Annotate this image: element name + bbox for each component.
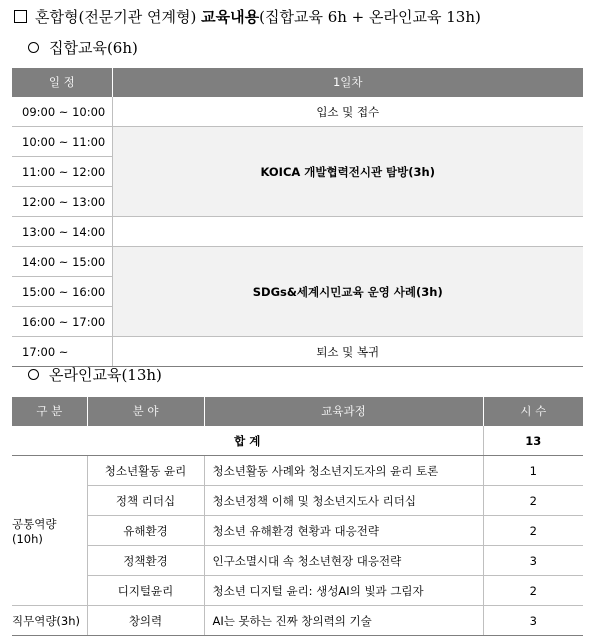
hours-cell: 1	[483, 456, 583, 486]
table-row	[12, 337, 583, 367]
table-row	[12, 576, 583, 606]
time-cell: 14:00 ~ 15:00	[12, 247, 112, 277]
course-cell: 인구소멸시대 속 청소년현장 대응전략	[204, 546, 483, 576]
course-cell: AI는 못하는 진짜 창의력의 기술	[204, 606, 483, 636]
content-cell	[112, 217, 583, 247]
section2-heading	[28, 364, 162, 385]
heading-bold: 교육내용	[201, 8, 260, 26]
table-row	[12, 546, 583, 576]
header-course: 교육과정	[204, 397, 483, 426]
table-row	[12, 606, 583, 636]
hours-cell: 2	[483, 576, 583, 606]
course-cell: 청소년 디지털 윤리: 생성AI의 빛과 그림자	[204, 576, 483, 606]
checkbox-icon	[14, 10, 27, 23]
heading-prefix: 혼합형(전문기관 연계형)	[35, 8, 202, 26]
table-row	[12, 97, 583, 127]
field-cell: 창의력	[87, 606, 204, 636]
header-category: 구 분	[12, 397, 87, 426]
table-row	[12, 127, 583, 157]
schedule-table	[12, 68, 583, 367]
course-cell: 청소년정책 이해 및 청소년지도사 리더십	[204, 486, 483, 516]
time-cell: 17:00 ~	[12, 337, 112, 367]
header-field: 분 야	[87, 397, 204, 426]
total-label: 합 계	[12, 426, 483, 456]
section2-title: 온라인교육(13h)	[49, 366, 162, 384]
table-row	[12, 217, 583, 247]
header-day1: 1일차	[112, 68, 583, 97]
time-cell: 11:00 ~ 12:00	[12, 157, 112, 187]
content-cell: 입소 및 접수	[112, 97, 583, 127]
field-cell: 정책환경	[87, 546, 204, 576]
table-row	[12, 456, 583, 486]
content-cell: SDGs&세계시민교육 운영 사례(3h)	[112, 247, 583, 337]
content-cell: 퇴소 및 복귀	[112, 337, 583, 367]
online-course-table	[12, 397, 583, 636]
group-common: 공통역량(10h)	[12, 456, 87, 606]
section1-heading	[28, 37, 138, 58]
field-cell: 유해환경	[87, 516, 204, 546]
time-cell: 10:00 ~ 11:00	[12, 127, 112, 157]
hours-cell: 2	[483, 486, 583, 516]
field-cell: 청소년활동 윤리	[87, 456, 204, 486]
table-row	[12, 516, 583, 546]
header-schedule: 일 정	[12, 68, 112, 97]
hours-cell: 3	[483, 606, 583, 636]
group-job: 직무역량(3h)	[12, 606, 87, 636]
time-cell: 12:00 ~ 13:00	[12, 187, 112, 217]
schedule-header-row	[12, 68, 583, 97]
time-cell: 15:00 ~ 16:00	[12, 277, 112, 307]
online-header-row	[12, 397, 583, 426]
course-cell: 청소년 유해환경 현황과 대응전략	[204, 516, 483, 546]
heading-suffix: (집합교육 6h + 온라인교육 13h)	[259, 8, 481, 26]
time-cell: 09:00 ~ 10:00	[12, 97, 112, 127]
hours-cell: 2	[483, 516, 583, 546]
field-cell: 디지털윤리	[87, 576, 204, 606]
total-row	[12, 426, 583, 456]
circle-bullet-icon	[28, 42, 39, 53]
page-heading	[14, 6, 481, 27]
time-cell: 13:00 ~ 14:00	[12, 217, 112, 247]
table-row	[12, 486, 583, 516]
total-hours: 13	[483, 426, 583, 456]
time-cell: 16:00 ~ 17:00	[12, 307, 112, 337]
content-cell: KOICA 개발협력전시관 탐방(3h)	[112, 127, 583, 217]
section1-title: 집합교육(6h)	[49, 39, 138, 57]
course-cell: 청소년활동 사례와 청소년지도자의 윤리 토론	[204, 456, 483, 486]
table-row	[12, 247, 583, 277]
field-cell: 정책 리더십	[87, 486, 204, 516]
header-hours: 시 수	[483, 397, 583, 426]
hours-cell: 3	[483, 546, 583, 576]
circle-bullet-icon	[28, 369, 39, 380]
